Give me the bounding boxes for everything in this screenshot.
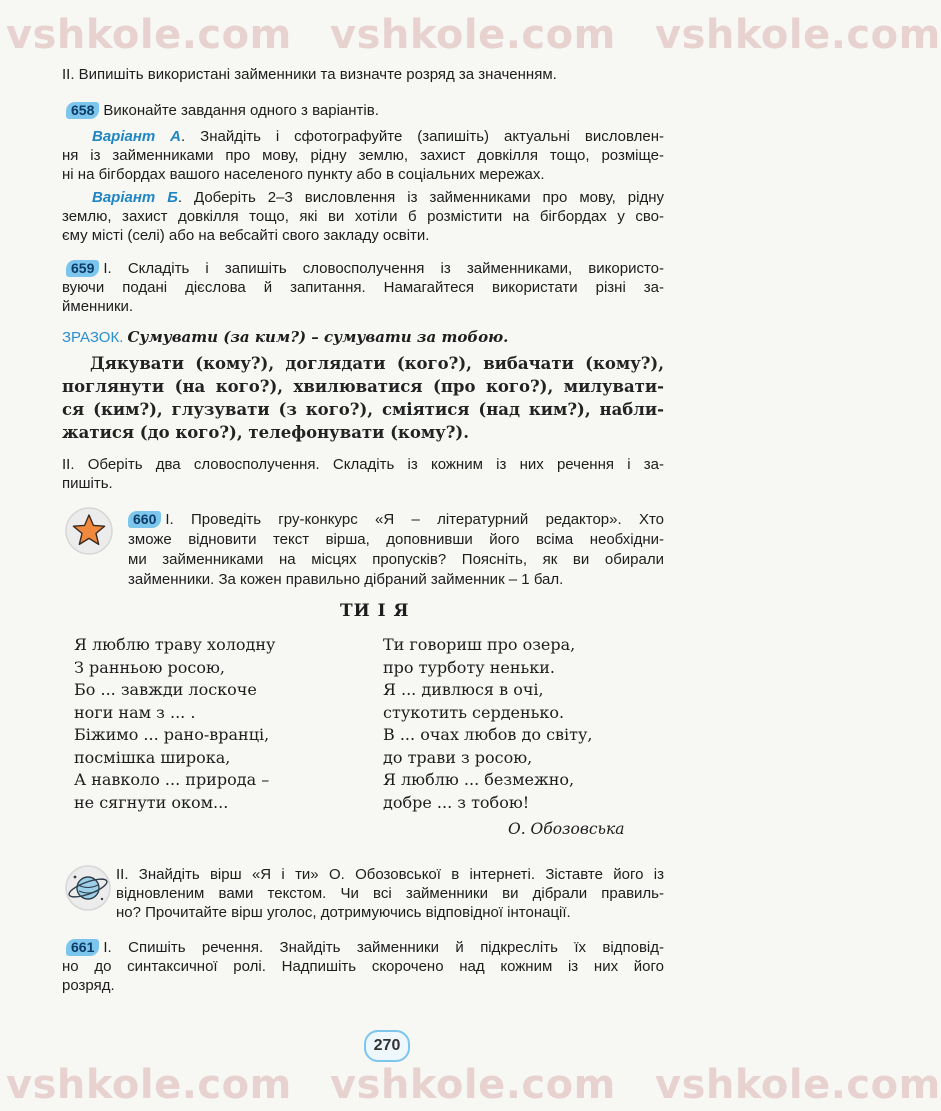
task-number-badge: 660: [128, 511, 161, 528]
poem-line: А навколо ... природа –: [74, 770, 270, 789]
task-number-badge: 661: [66, 939, 99, 956]
watermark: vshkole.com: [6, 12, 292, 58]
planet-icon: [64, 864, 112, 912]
poem-line: Бо ... завжди лоскоче: [74, 680, 257, 699]
exercise-line-4: жатися (до кого?), телефонувати (кому?).: [62, 423, 469, 442]
task-659-part2-line1: ІІ. Оберіть два словосполучення. Складіть із кожним із них речення і за-: [62, 456, 664, 473]
exercise-line-2: поглянути (на кого?), хвилюватися (про кого?), милувати-: [62, 377, 664, 396]
poem-line: про турботу неньки.: [383, 657, 556, 677]
poem-left-column: [74, 634, 275, 814]
task-660-part2-line1: ІІ. Знайдіть вірш «Я і ти» О. Обозовської в інтернеті. Зіставте його із: [116, 866, 664, 883]
exercise-line-1: Дякувати (кому?), доглядати (кого?), вибачати (кому?),: [90, 354, 664, 373]
task-658-variant-a-line1: Варіант А. Знайдіть і сфотографуйте (запишіть) актуальні висловлен-: [92, 128, 664, 145]
star-icon: [64, 506, 114, 556]
task-658-intro: 658 Виконайте завдання одного з варіантів.: [66, 101, 379, 120]
poem-line: до трави з росою,: [383, 747, 533, 767]
exercise-line-3: ся (ким?), глузувати (з кого?), сміятися (над ким?), набли-: [62, 400, 664, 419]
poem-line: стукотить серденько.: [383, 702, 565, 722]
poem-line: Я люблю траву холодну: [74, 635, 276, 654]
task-659-line3: йменники.: [62, 298, 134, 315]
task-660-line1: 660 І. Проведіть гру-конкурс «Я – літературний редактор». Хто: [128, 510, 664, 529]
variant-b-label: Варіант Б: [92, 189, 178, 206]
poem-title: ТИ І Я: [340, 601, 410, 621]
task-660-line2: зможе відновити текст вірша, доповнивши його всіма необхідни-: [128, 531, 664, 548]
task-661-line1: 661 І. Спишіть речення. Знайдіть займенники й підкресліть їх відповід-: [66, 938, 664, 957]
page-number: 270: [364, 1030, 410, 1062]
poem-line: ноги нам з ... .: [74, 702, 196, 722]
sample-text: Сумувати (за ким?) – сумувати за тобою.: [127, 328, 509, 346]
poem-right-column: [383, 634, 593, 814]
task-660-part2-line3: но? Прочитайте вірш уголос, дотримуючись відповідної інтонації.: [116, 904, 571, 921]
watermark: vshkole.com: [6, 1062, 292, 1108]
watermark: vshkole.com: [655, 12, 941, 58]
task-659-sample: [62, 328, 508, 347]
task-659-line2: вуючи подані дієслова й запитання. Намагайтеся використати різні за-: [62, 279, 664, 296]
task-658-variant-a-line3: ні на бігбордах вашого населеного пункту або в соціальних мережах.: [62, 166, 545, 183]
task-660-part2-line2: відновленим вами текстом. Чи всі займенники ви дібрали правиль-: [116, 885, 664, 902]
poem-line: не сягнути оком...: [74, 792, 229, 812]
task-658-variant-b-line3: єму місті (селі) або на вебсайті свого закладу освіти.: [62, 227, 430, 244]
task-659-part2-line2: пишіть.: [62, 475, 113, 492]
task-number-badge: 658: [66, 102, 99, 119]
task-657-part2: II. Випишіть використані займенники та визначте розряд за значенням.: [62, 66, 557, 83]
task-658-variant-a-line2: ня із займенниками про мову, рідну землю, захист довкілля тощо, розміще-: [62, 147, 664, 164]
task-658-variant-b-line2: землю, захист довкілля тощо, які ви хотіли б розмістити на бігбордах у сво-: [62, 208, 664, 225]
poem-line: Ти говориш про озера,: [383, 635, 576, 654]
task-659-line1: 659 І. Складіть і запишіть словосполучення із займенниками, використо-: [66, 259, 664, 278]
task-number-badge: 659: [66, 260, 99, 277]
watermark: vshkole.com: [330, 12, 616, 58]
poem-line: посмішка широка,: [74, 747, 231, 767]
poem-line: Я ... дивлюся в очі,: [383, 680, 544, 699]
task-660-line3: ми займенниками на місцях пропусків? Поясніть, як ви обирали: [128, 551, 664, 568]
task-660-line4: займенники. За кожен правильно дібраний займенник – 1 бал.: [128, 571, 564, 588]
poem-line: З ранньою росою,: [74, 657, 226, 677]
task-658-variant-b-line1: Варіант Б. Доберіть 2–3 висловлення із займенниками про мову, рідну: [92, 189, 664, 206]
variant-a-label: Варіант А: [92, 128, 182, 145]
poem-line: Біжимо ... рано-вранці,: [74, 725, 270, 744]
poem-line: добре ... з тобою!: [383, 792, 530, 812]
poem-author: О. Обозовська: [508, 820, 625, 838]
poem-line: В ... очах любов до світу,: [383, 725, 593, 744]
poem-line: Я люблю ... безмежно,: [383, 770, 575, 789]
sample-label: ЗРАЗОК.: [62, 329, 124, 346]
watermark: vshkole.com: [655, 1062, 941, 1108]
watermark: vshkole.com: [330, 1062, 616, 1108]
task-661-line2: но до синтаксичної ролі. Надпишіть скорочено над кожним із них його: [62, 958, 664, 975]
task-661-line3: розряд.: [62, 977, 115, 994]
